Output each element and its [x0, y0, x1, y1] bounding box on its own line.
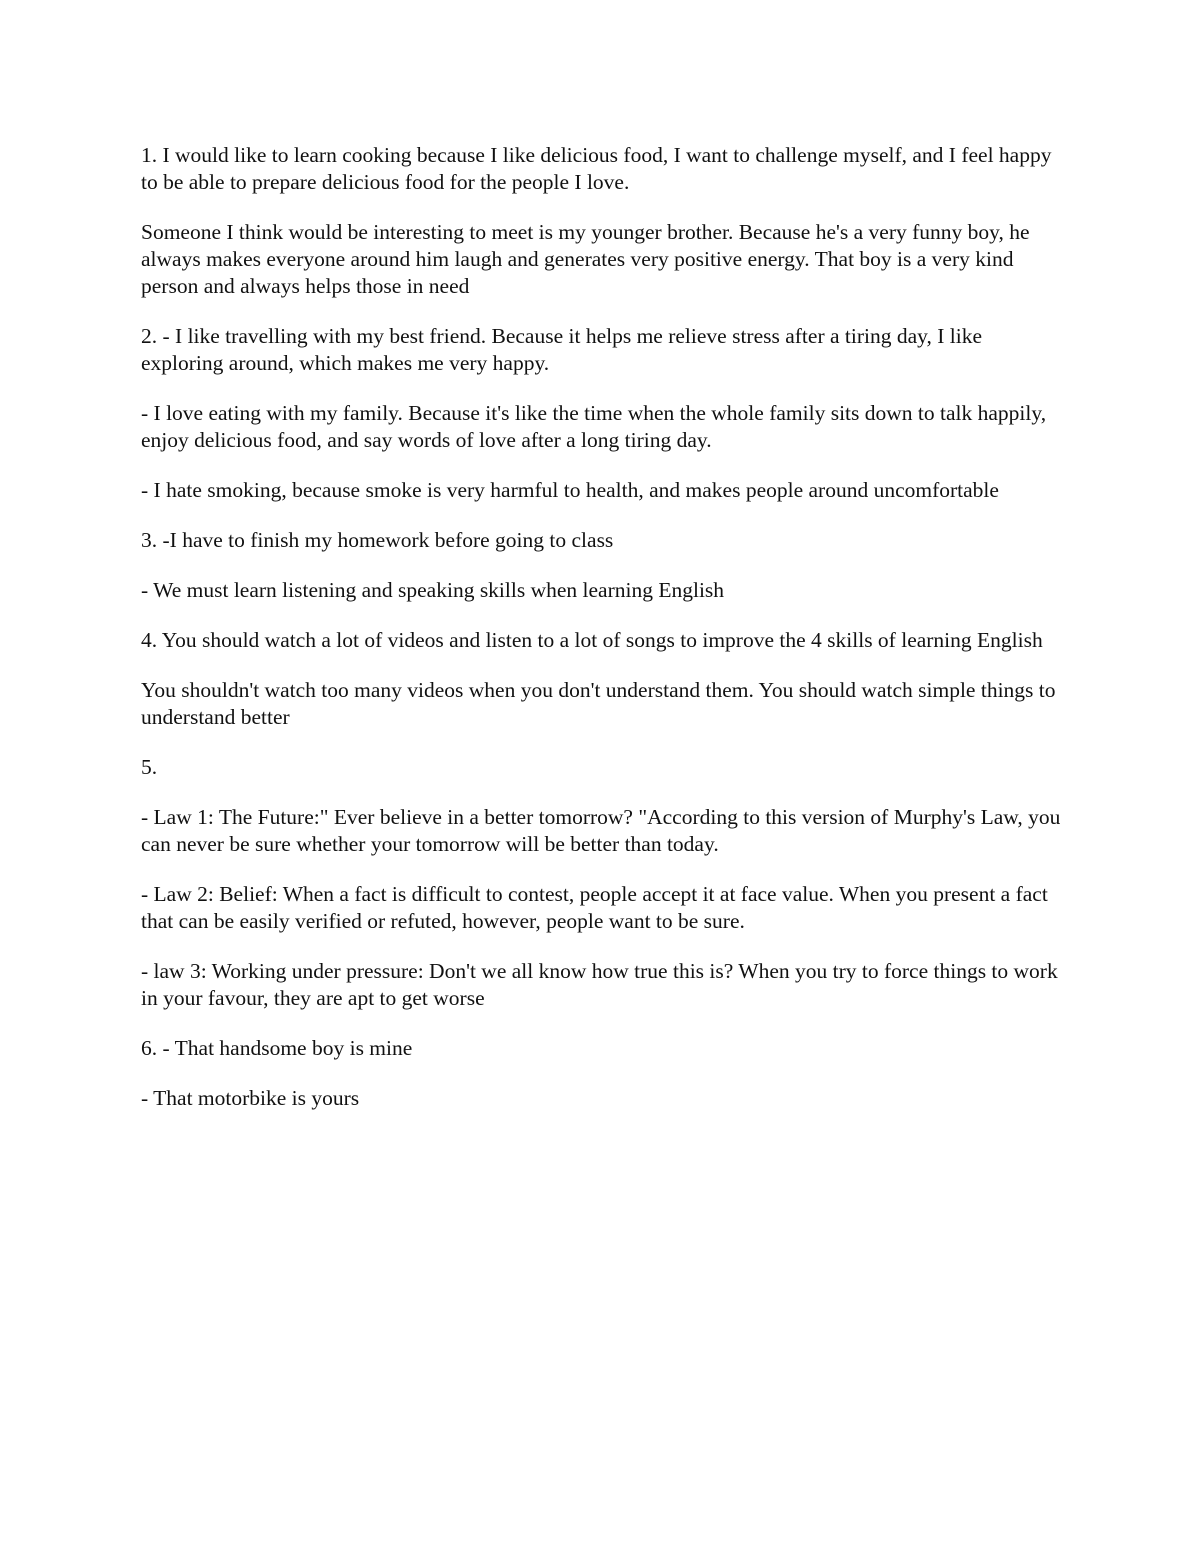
answer-4-videos-paragraph: 4. You should watch a lot of videos and listen to a lot of songs to improve the 4 skills of learning English [141, 628, 1043, 652]
document-body [141, 142, 1066, 1135]
answer-5-heading: 5. [141, 755, 158, 779]
answer-1-paragraph: 1. I would like to learn cooking because I like delicious food, I want to challenge myself, and I feel happy to be able to prepare delicious food for the people I love. [141, 143, 1052, 194]
answer-6-yours-paragraph: - That motorbike is yours [141, 1086, 360, 1110]
answer-2-eating-paragraph: - I love eating with my family. Because it's like the time when the whole family sits down to talk happily, enjoy delicious food, and say words of love after a long tiring day. [141, 401, 1047, 452]
answer-2-travelling-paragraph: 2. - I like travelling with my best friend. Because it helps me relieve stress after a tiring day, I like exploring around, which makes me very happy. [141, 324, 983, 375]
answer-3-skills-paragraph: - We must learn listening and speaking skills when learning English [141, 578, 725, 602]
answer-5-law-2-paragraph: - Law 2: Belief: When a fact is difficult to contest, people accept it at face value. When you present a fact that can be easily verified or refuted, however, people want to be sure. [141, 882, 1048, 933]
answer-5-law-1-paragraph: - Law 1: The Future:" Ever believe in a better tomorrow? "According to this version of Murphy's Law, you can never be sure whether your tomorrow will be better than today. [141, 805, 1061, 856]
answer-4-advice-paragraph: You shouldn't watch too many videos when you don't understand them. You should watch simple things to understand better [141, 678, 1056, 729]
answer-1-followup-paragraph: Someone I think would be interesting to meet is my younger brother. Because he's a very funny boy, he always makes everyone around him laugh and generates very positive energy. That boy is a very kind person and always helps those in need [141, 220, 1030, 298]
answer-2-smoking-paragraph: - I hate smoking, because smoke is very harmful to health, and makes people around uncomfortable [141, 478, 999, 502]
answer-5-law-3-paragraph: - law 3: Working under pressure: Don't we all know how true this is? When you try to force things to work in your favour, they are apt to get worse [141, 959, 1058, 1010]
answer-6-mine-paragraph: 6. - That handsome boy is mine [141, 1036, 413, 1060]
answer-3-homework-paragraph: 3. -I have to finish my homework before going to class [141, 528, 614, 552]
